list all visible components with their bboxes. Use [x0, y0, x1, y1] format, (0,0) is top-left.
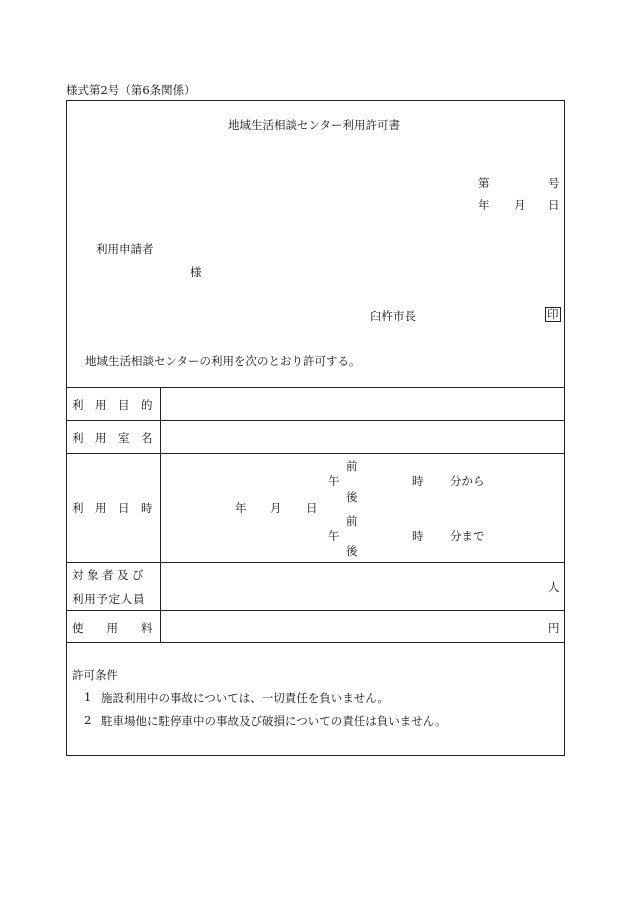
row-label-fee: 使 用 料	[72, 621, 153, 635]
persons-unit: 人	[548, 580, 560, 594]
datetime-year: 年	[235, 501, 247, 515]
end-pm: 後	[346, 544, 358, 558]
seal-mark: 印	[547, 307, 559, 321]
permit-statement: 地域生活相談センターの利用を次のとおり許可する。	[85, 354, 361, 368]
datetime-day: 日	[306, 501, 318, 515]
date-month: 月	[514, 198, 526, 212]
permit-form	[66, 100, 565, 756]
start-pm: 後	[346, 490, 358, 504]
divider	[66, 387, 565, 388]
row-label-purpose: 利 用 目 的	[72, 398, 153, 412]
fee-unit: 円	[548, 621, 560, 635]
divider	[66, 453, 565, 454]
row-label-persons-2: 利用予定人員	[72, 592, 146, 606]
divider	[66, 610, 565, 611]
honorific: 様	[190, 265, 202, 279]
condition-text: 駐車場他に駐停車中の事故及び破損についての責任は負いません。	[101, 714, 447, 728]
form-label: 様式第2号（第6条関係）	[66, 83, 196, 97]
row-label-datetime: 利 用 日 時	[72, 501, 153, 515]
date-day: 日	[548, 198, 560, 212]
start-am: 前	[346, 459, 358, 473]
condition-number: 2	[84, 713, 92, 727]
issuer: 臼杵市長	[370, 309, 416, 323]
condition-text: 施設利用中の事故については、一切責任を負いません。	[101, 691, 389, 705]
datetime-month: 月	[270, 501, 282, 515]
row-label-room: 利 用 室 名	[72, 431, 153, 445]
document-title: 地域生活相談センター利用許可書	[228, 118, 401, 132]
doc-number-suffix: 号	[548, 176, 560, 190]
doc-number-prefix: 第	[478, 176, 490, 190]
start-from: 分から	[450, 474, 485, 488]
row-label-persons-1: 対象者及び	[72, 568, 147, 582]
divider	[66, 562, 565, 563]
conditions-heading: 許可条件	[72, 668, 118, 682]
end-until: 分まで	[450, 529, 485, 543]
divider	[66, 642, 565, 643]
end-am: 前	[346, 514, 358, 528]
end-hour: 時	[412, 529, 424, 543]
end-noon: 午	[328, 529, 340, 543]
applicant-label: 利用申請者	[96, 242, 154, 256]
divider	[66, 420, 565, 421]
condition-number: 1	[84, 690, 92, 704]
start-hour: 時	[412, 474, 424, 488]
start-noon: 午	[328, 474, 340, 488]
column-divider	[160, 387, 161, 642]
date-year: 年	[478, 198, 490, 212]
